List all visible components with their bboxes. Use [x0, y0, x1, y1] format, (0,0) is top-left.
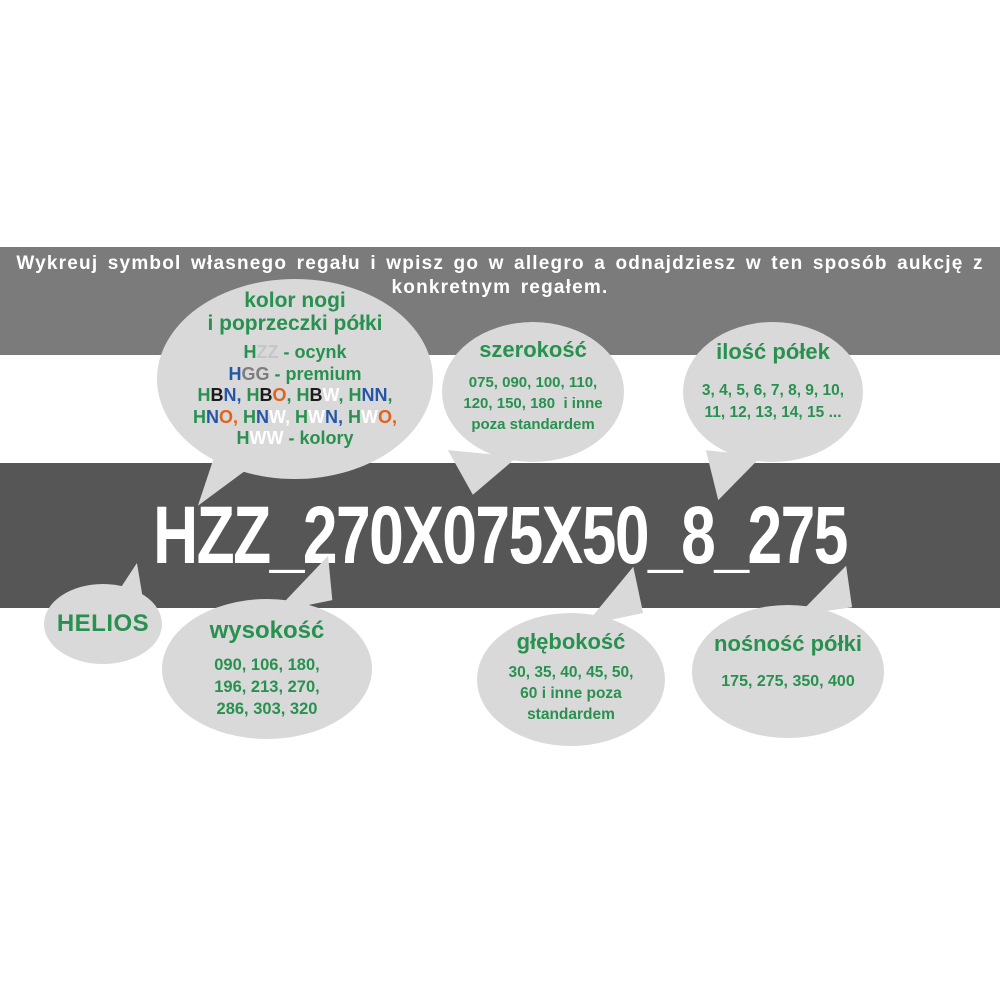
text-line: 11, 12, 13, 14, 15 ...: [704, 404, 842, 421]
text-line: poza standardem: [471, 416, 595, 433]
text-line: 3, 4, 5, 6, 7, 8, 9, 10,: [701, 382, 845, 399]
legend-segment: - kolory: [283, 428, 354, 448]
text-line: 286, 303, 320: [216, 700, 318, 718]
banner-text: [0, 252, 1000, 300]
legend-segment: ,: [392, 406, 398, 427]
bubble-leg-color-title-line2: i poprzeczki półki: [207, 312, 383, 335]
bubble-depth-values: [477, 662, 665, 725]
bubble-depth-title: głębokość: [516, 629, 626, 654]
banner-line-2: konkretnym regałem.: [391, 277, 609, 298]
color-code-legend: [157, 342, 433, 450]
legend-segment: ,: [387, 385, 393, 405]
legend-line: [157, 428, 433, 450]
legend-segment: ZZ: [256, 342, 279, 362]
legend-segment: N: [205, 406, 219, 427]
legend-segment: - premium: [269, 363, 362, 384]
legend-segment: H: [228, 363, 242, 384]
bubble-brand: [44, 584, 162, 664]
legend-segment: - ocynk: [278, 342, 347, 362]
bubble-load-capacity-values: [692, 671, 884, 693]
legend-segment: H: [236, 428, 250, 448]
legend-segment: ,: [284, 406, 295, 427]
legend-line: [157, 385, 433, 407]
banner-line-1: Wykreuj symbol własnego regału i wpisz go w allegro a odnajdziesz w ten sposób aukcję z: [16, 253, 984, 274]
legend-segment: ,: [338, 406, 349, 427]
legend-segment: B: [309, 385, 323, 405]
legend-segment: H: [348, 406, 362, 427]
bubble-height: [162, 599, 372, 739]
legend-segment: H: [242, 406, 256, 427]
legend-segment: N: [255, 406, 269, 427]
bubble-load-capacity: [692, 605, 884, 738]
legend-segment: ,: [338, 385, 349, 405]
legend-segment: H: [348, 385, 362, 405]
legend-line: [157, 342, 433, 364]
legend-segment: ,: [232, 406, 243, 427]
product-code: HZZ_270X075X50_8_275: [153, 489, 847, 581]
legend-segment: H: [197, 385, 211, 405]
text-line: 30, 35, 40, 45, 50,: [508, 664, 634, 681]
bubble-shelf-count-values: [683, 380, 863, 424]
brand-label: HELIOS: [56, 610, 150, 637]
bubble-depth: [477, 613, 665, 746]
legend-segment: WW: [249, 428, 284, 448]
legend-segment: H: [295, 406, 308, 427]
bubble-shelf-count: [683, 322, 863, 462]
legend-segment: H: [246, 385, 260, 405]
legend-segment: O: [272, 385, 287, 405]
text-line: 196, 213, 270,: [214, 678, 320, 696]
legend-segment: H: [296, 385, 310, 405]
bubble-leg-color: [157, 279, 433, 479]
legend-segment: ,: [236, 385, 247, 405]
legend-line: [157, 407, 433, 429]
legend-segment: N: [325, 406, 338, 427]
legend-segment: B: [210, 385, 224, 405]
legend-segment: W: [268, 406, 285, 427]
bubble-width-title: szerokość: [479, 337, 587, 362]
text-line: standardem: [527, 706, 615, 723]
bubble-width: [442, 322, 624, 462]
text-line: 075, 090, 100, 110,: [468, 374, 598, 391]
bubble-height-title: wysokość: [209, 617, 325, 644]
legend-segment: H: [243, 342, 257, 362]
bubble-height-values: [162, 654, 372, 720]
text-line: 60 i inne poza: [520, 685, 622, 702]
legend-segment: W: [361, 406, 379, 427]
bubble-leg-color-title-line1: kolor nogi: [244, 289, 346, 312]
legend-segment: B: [259, 385, 273, 405]
text-line: 175, 275, 350, 400: [721, 673, 855, 690]
legend-segment: NN: [361, 385, 388, 405]
legend-line: [157, 364, 433, 386]
legend-segment: H: [192, 406, 206, 427]
legend-segment: O: [378, 406, 393, 427]
bubble-width-values: [442, 372, 624, 435]
legend-segment: W: [308, 406, 325, 427]
legend-segment: O: [218, 406, 233, 427]
bubble-shelf-count-title: ilość półek: [716, 339, 830, 364]
legend-segment: ,: [286, 385, 297, 405]
legend-segment: GG: [241, 363, 270, 384]
text-line: 120, 150, 180 i inne: [463, 395, 603, 412]
text-line: 090, 106, 180,: [214, 656, 320, 674]
legend-segment: W: [322, 385, 339, 405]
legend-segment: N: [223, 385, 237, 405]
bubble-load-capacity-title: nośność półki: [714, 631, 862, 656]
